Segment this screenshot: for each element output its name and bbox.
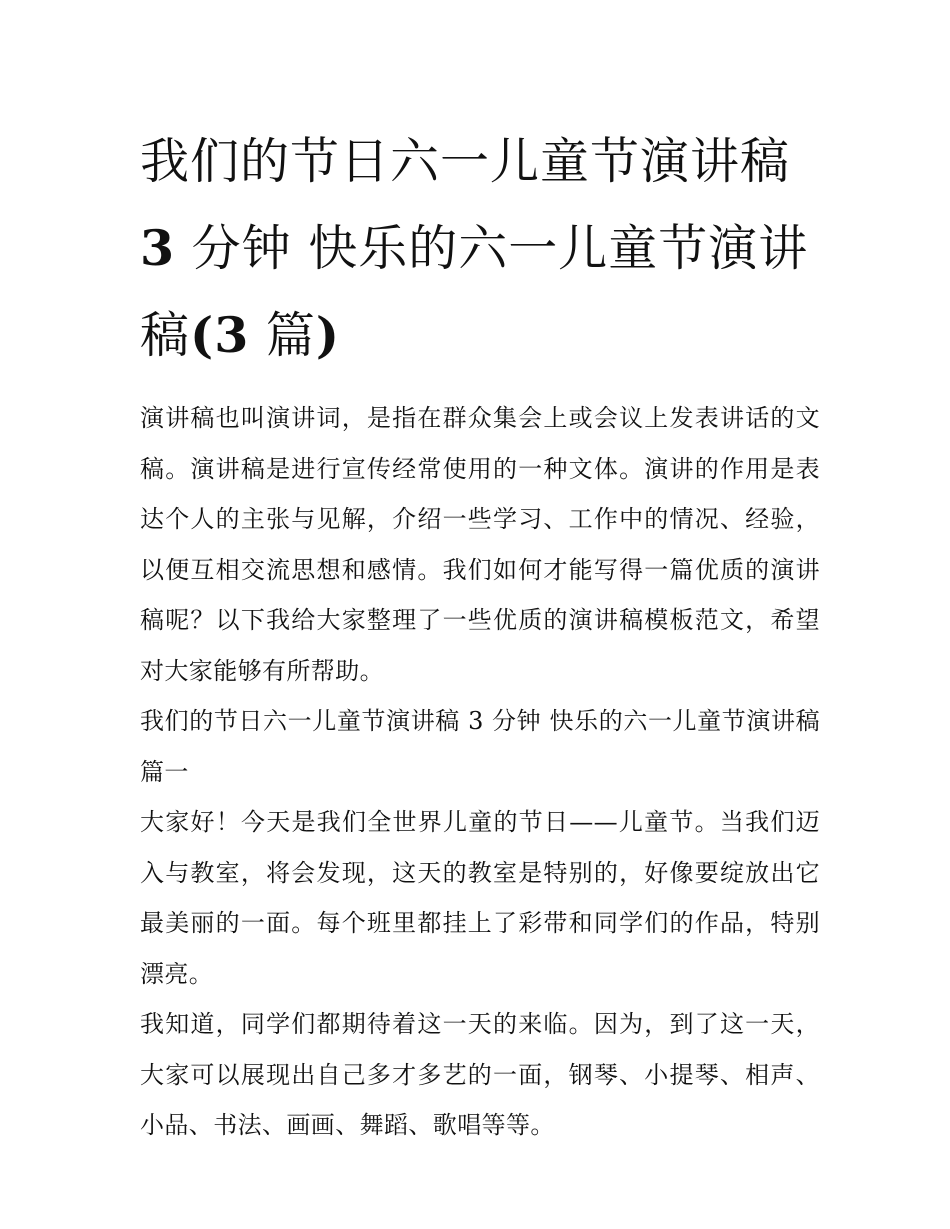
title-paren-number: (3	[190, 306, 250, 364]
title-line-3-b: 篇	[249, 307, 316, 364]
document-page	[140, 118, 820, 1151]
paragraph-expectation: 我知道，同学们都期待着这一天的来临。因为，到了这一天，大家可以展现出自己多才多艺的一面，钢琴、小提琴、相声、小品、书法、画画、舞蹈、歌唱等等。	[140, 1010, 820, 1139]
paragraph-section-heading: 我们的节日六一儿童节演讲稿 3 分钟 快乐的六一儿童节演讲稿篇一	[140, 707, 820, 786]
paragraph-intro: 演讲稿也叫演讲词，是指在群众集会上或会议上发表讲话的文稿。演讲稿是进行宣传经常使用的一种文体。演讲的作用是表达个人的主张与见解，介绍一些学习、工作中的情况、经验，以便互相交流思想和感情。我们如何才能写得一篇优质的演讲稿呢？以下我给大家整理了一些优质的演讲稿模板范文，希望对大家能够有所帮助。	[140, 404, 820, 685]
title-line-3-a: 稿	[140, 307, 191, 364]
title-line-1: 我们的节日六一儿童节演讲稿	[140, 133, 791, 190]
title-line-2: 分钟 快乐的六一儿童节演讲	[175, 220, 809, 277]
paragraph-greeting: 大家好！今天是我们全世界儿童的节日——儿童节。当我们迈入与教室，将会发现，这天的教室是特别的，好像要绽放出它最美丽的一面。每个班里都挂上了彩带和同学们的作品，特别漂亮。	[140, 808, 820, 988]
title-number-3: 3	[140, 219, 176, 277]
title-close-paren: )	[315, 306, 341, 364]
document-title	[140, 118, 820, 379]
title-spacer	[140, 379, 820, 393]
